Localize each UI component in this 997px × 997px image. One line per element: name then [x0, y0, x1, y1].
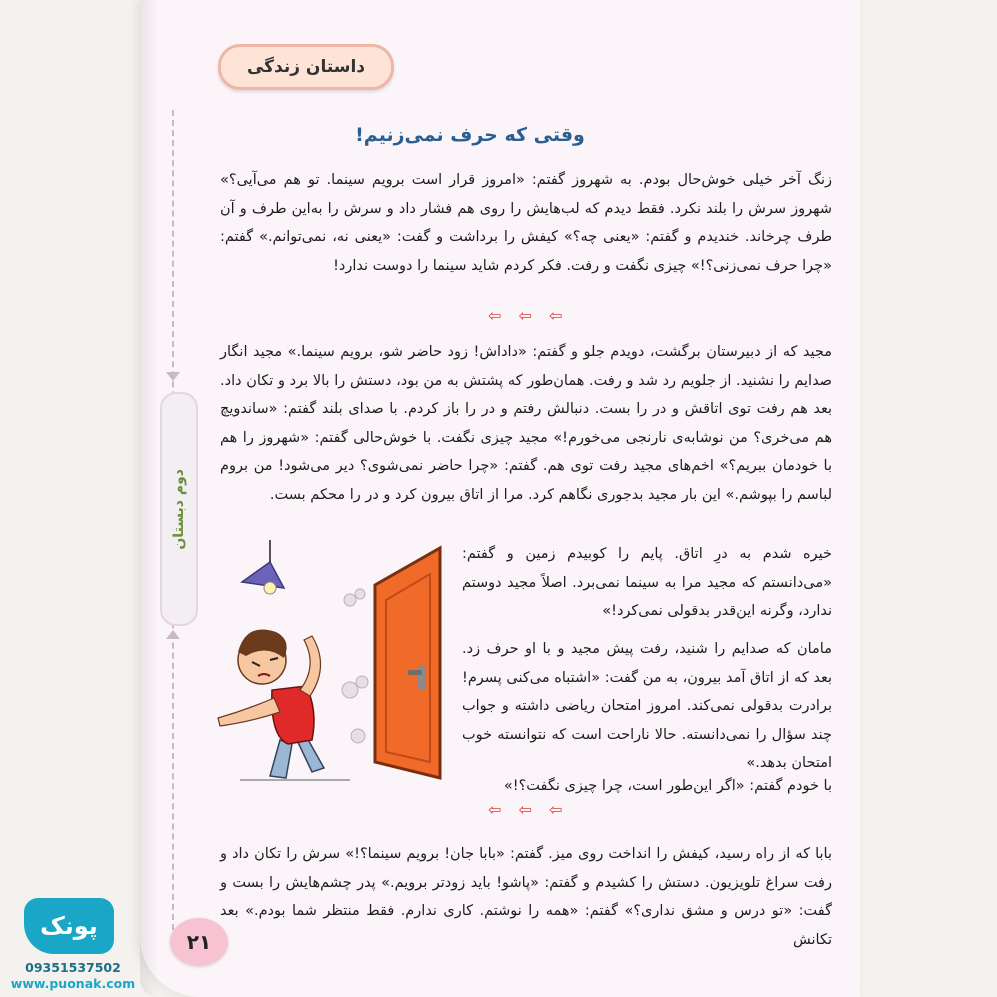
watermark-phone: 09351537502	[25, 960, 121, 975]
paragraph-3: خیره شدم به درِ اتاق. پایم را کوبیدم زمین و گفتم: «می‌دانستم که مجید مرا به سینما نمی‌برد. اصلاً مجید دوستم ندارد، وگرنه این‌قدر بدقولی نمی‌کرد!»	[462, 546, 832, 619]
story-title: وقتی که حرف نمی‌زنیم!	[355, 124, 585, 146]
section-banner	[218, 44, 394, 90]
paragraph-6: بابا که از راه رسید، کیفش را انداخت روی میز. گفتم: «بابا جان! برویم سینما؟!» سرش را تکان داد و رفت سراغ تلویزیون. دستش را کشیدم و گفتم: «پاشو! باید زودتر برویم.» پدر چشم‌هایش را بست و گفت: «تو درس و مشق نداری؟» گفتم: «همه را نوشتم. کاری ندارم. فقط منتظر شما بودم.» بعد تکانش	[220, 846, 832, 948]
boy-character-icon	[218, 630, 350, 781]
door-icon	[375, 548, 440, 778]
paragraph-1: زنگ آخر خیلی خوش‌حال بودم. به شهروز گفتم: «امروز قرار است برویم سینما. تو هم می‌آیی؟» شهروز سرش را بلند نکرد. فقط دیدم که لب‌هایش را روی هم فشار داد و سرش را به‌این طرف و آن طرف چرخاند. خندیدم و گفتم: «یعنی چه؟» کیفش را برداشت و گفت: «یعنی نه، نمی‌توانم.» گفتم: «چرا حرف نمی‌زنی؟!» چیزی نگفت و رفت. فکر کردم شاید سینما را دوست ندارد!	[220, 172, 832, 274]
arrow-up-icon	[166, 630, 180, 639]
grade-tab	[160, 392, 198, 626]
page-number: ۲۱	[186, 930, 212, 954]
section-label: داستان زندگی	[246, 57, 366, 77]
watermark-logo	[24, 898, 114, 954]
watermark-site: www.puonak.com	[10, 976, 136, 991]
separator-arrows: ⇦ ⇦ ⇦	[488, 800, 569, 819]
story-illustration	[200, 540, 460, 790]
page-number-badge	[170, 918, 228, 966]
dust-puff-icon	[342, 589, 368, 743]
separator-arrows: ⇦ ⇦ ⇦	[488, 306, 569, 325]
paragraph-2: مجید که از دبیرستان برگشت، دویدم جلو و گفتم: «داداش! زود حاضر شو، برویم سینما.» مجید انگار صدایم را نشنید. از جلویم رد شد و رفت. همان‌طور که پشتش به من بود، دستش را بالا برد و تکان داد. بعد هم رفت توی اتاقش و در را بست. دنبالش رفتم و در را باز کردم. با صدای بلند گفتم: «ساندویچ هم می‌خری؟ من نوشابه‌ی نارنجی می‌خورم!» مجید چیزی نگفت. با خوش‌حالی گفتم: «شهروز را هم با خودمان ببریم؟» اخم‌های مجید رفت توی هم. گفتم: «چرا حاضر نمی‌شوی؟ دیر می‌شود! من بروم لباسم را بپوشم.» این بار مجید بدجوری نگاهم کرد. مرا از اتاق بیرون کرد و در را محکم بست.	[220, 344, 832, 503]
arrow-down-icon	[166, 372, 180, 381]
watermark-logo-text: پونک	[40, 912, 98, 940]
grade-label: دوم دبستان	[171, 468, 187, 550]
paragraph-4: مامان که صدایم را شنید، رفت پیش مجید و با او حرف زد. بعد که از اتاق آمد بیرون، به من گفت: «اشتباه می‌کنی پسرم! برادرت بدقولی نمی‌کند. امروز امتحان ریاضی داشته و جواب چند سؤال را نمی‌دانسته. حالا ناراحت است که نتوانسته خوب امتحان بدهد.»	[462, 641, 832, 771]
page-spine-shadow	[140, 0, 158, 997]
paragraph-5: با خودم گفتم: «اگر این‌طور است، چرا چیزی نگفت؟!»	[503, 778, 832, 794]
lamp-icon	[242, 540, 284, 594]
watermark	[8, 898, 138, 993]
